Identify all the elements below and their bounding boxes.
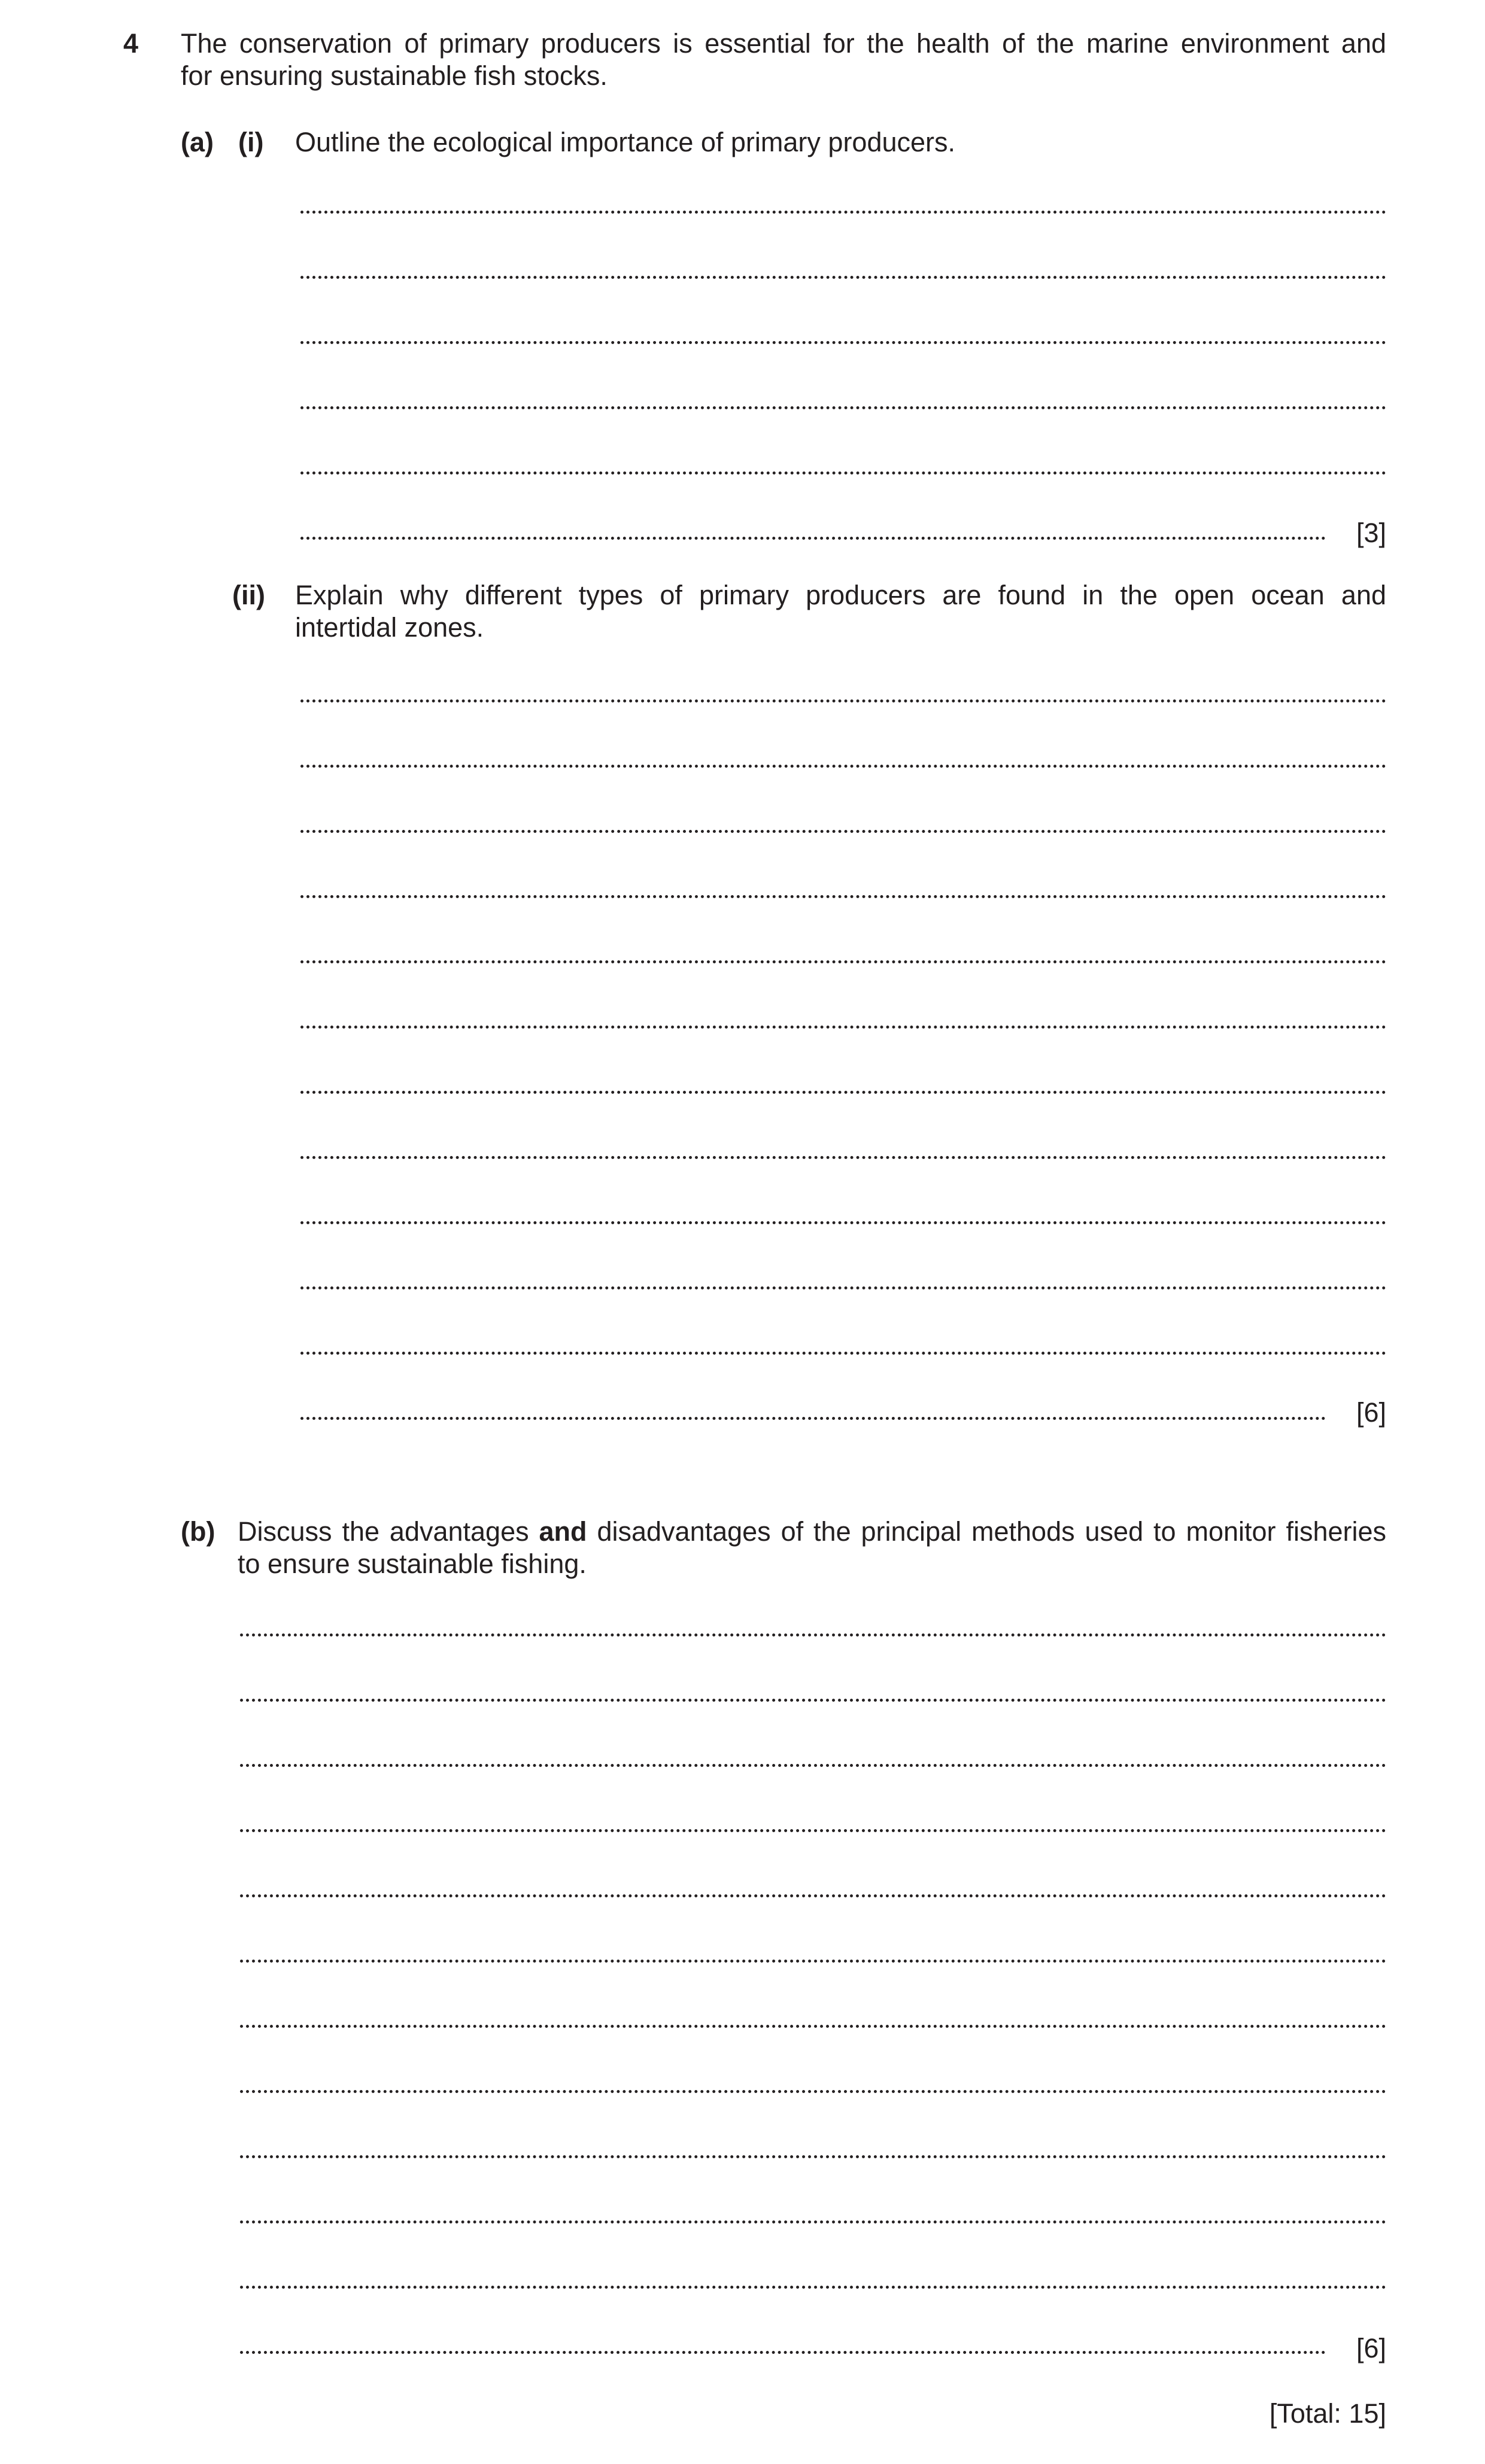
answer-line[interactable] <box>300 471 1386 474</box>
question-intro-line1: The conservation of primary producers is essential for the health of the marine environment and <box>181 28 1386 59</box>
answer-line[interactable] <box>300 1417 1326 1420</box>
answer-line[interactable] <box>240 1699 1386 1702</box>
answer-line[interactable] <box>300 830 1386 833</box>
answer-line[interactable] <box>240 2155 1386 2158</box>
answer-line[interactable] <box>240 1633 1386 1636</box>
answer-line[interactable] <box>300 699 1386 702</box>
answer-line[interactable] <box>240 1894 1386 1897</box>
answer-line[interactable] <box>300 276 1386 279</box>
answer-line[interactable] <box>300 895 1386 898</box>
part-a-i-marks: [3] <box>1356 518 1386 548</box>
answer-line[interactable] <box>240 2090 1386 2093</box>
answer-line[interactable] <box>300 1352 1386 1355</box>
part-b-marks: [6] <box>1356 2333 1386 2363</box>
part-b-label: (b) <box>181 1516 215 1547</box>
answer-line[interactable] <box>240 2351 1326 2354</box>
answer-line[interactable] <box>240 2025 1386 2028</box>
answer-line[interactable] <box>300 1286 1386 1289</box>
part-a-ii-marks: [6] <box>1356 1397 1386 1428</box>
answer-line[interactable] <box>240 2286 1386 2289</box>
answer-line[interactable] <box>300 341 1386 344</box>
answer-line[interactable] <box>300 406 1386 409</box>
answer-line[interactable] <box>240 1764 1386 1767</box>
answer-line[interactable] <box>300 765 1386 768</box>
answer-line[interactable] <box>300 1221 1386 1224</box>
part-b-prompt-line2: to ensure sustainable fishing. <box>238 1549 587 1579</box>
question-total-marks: [Total: 15] <box>1269 2398 1386 2429</box>
question-intro-line2: for ensuring sustainable fish stocks. <box>181 60 608 91</box>
part-a-ii-prompt-line2: intertidal zones. <box>295 612 484 643</box>
part-a-i-prompt: Outline the ecological importance of primary producers. <box>295 127 956 157</box>
part-a-ii-label: (ii) <box>232 580 265 610</box>
part-a-ii-prompt-line1: Explain why different types of primary producers are found in the open ocean and <box>295 580 1386 610</box>
answer-line[interactable] <box>240 1960 1386 1963</box>
answer-line[interactable] <box>240 2220 1386 2223</box>
part-a-i-label: (i) <box>238 127 264 157</box>
part-b-prompt-line1: Discuss the advantages and disadvantages of the principal methods used to monitor fisheries <box>238 1516 1387 1547</box>
part-b-prompt-emphasis: and <box>539 1516 587 1547</box>
answer-line[interactable] <box>300 537 1326 540</box>
answer-line[interactable] <box>300 960 1386 963</box>
answer-line[interactable] <box>300 1026 1386 1029</box>
answer-line[interactable] <box>300 1156 1386 1159</box>
answer-line[interactable] <box>300 211 1386 214</box>
answer-line[interactable] <box>300 1091 1386 1094</box>
answer-line[interactable] <box>240 1829 1386 1832</box>
part-a-label: (a) <box>181 127 214 157</box>
question-number: 4 <box>123 28 139 59</box>
